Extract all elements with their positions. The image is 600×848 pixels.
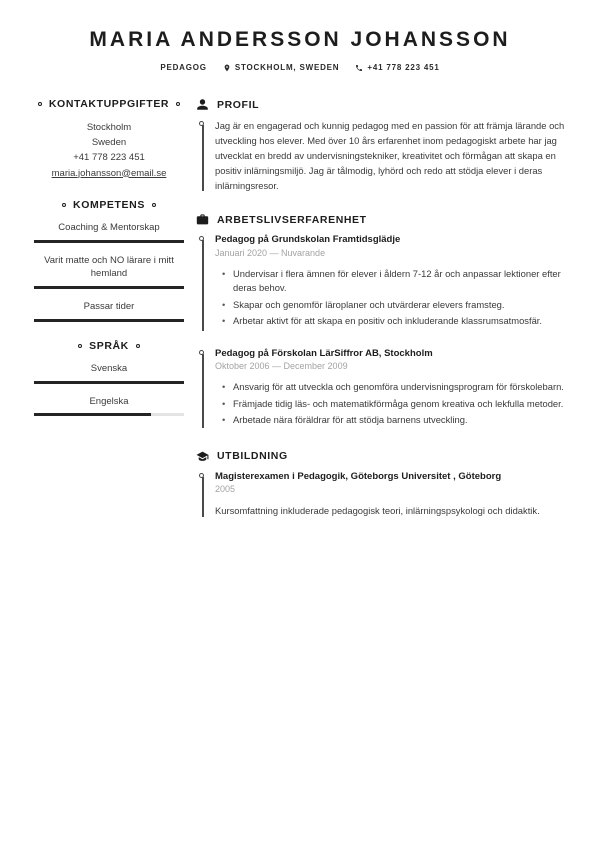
skills-section xyxy=(34,199,184,322)
job-date-range: Oktober 2006 — December 2009 xyxy=(215,361,348,372)
person-icon xyxy=(196,98,209,111)
job-bullet: • Arbetade nära föräldrar för att stödja barnens utveckling. xyxy=(222,413,566,428)
skills-section-title: KOMPETENS xyxy=(73,198,145,211)
timeline-dot-icon xyxy=(199,236,204,241)
timeline-gutter xyxy=(196,347,215,430)
experience-section-header xyxy=(196,213,566,226)
profile-section xyxy=(196,98,566,193)
ring-decoration-icon xyxy=(62,203,66,207)
contact-section-title: KONTAKTUPPGIFTER xyxy=(48,98,170,110)
education-entry-body xyxy=(215,470,566,519)
location-pin-icon xyxy=(223,64,231,72)
language-label: Svenska xyxy=(90,362,128,374)
experience-entry xyxy=(196,347,566,430)
job-title-line: Pedagog på Förskolan LärSiffror AB, Stockholm xyxy=(215,347,433,359)
job-bullet-list xyxy=(215,267,566,329)
skill-bar-fill xyxy=(34,319,184,322)
degree-title: Magisterexamen i Pedagogik, Göteborgs Universitet , Göteborg xyxy=(215,470,502,482)
job-bullet: • Skapar och genomför läroplaner och utvärderar elevers framsteg. xyxy=(222,298,566,313)
job-title-line: Pedagog på Grundskolan Framtidsglädje xyxy=(215,234,401,246)
name-heading: MARIA ANDERSSON JOHANSSON xyxy=(89,28,511,51)
job-bullet: • Undervisar i flera ämnen för elever i åldern 7-12 år och anpassar lektioner efter deras behov. xyxy=(222,267,566,296)
timeline-dot-icon xyxy=(199,473,204,478)
languages-section-title: SPRÅK xyxy=(89,339,129,352)
timeline-gutter xyxy=(196,233,215,331)
timeline-dot-icon xyxy=(199,121,204,126)
ring-decoration-icon xyxy=(176,102,180,106)
skill-label: Passar tider xyxy=(83,301,135,313)
degree-year: 2005 xyxy=(215,484,236,495)
resume-header xyxy=(34,28,566,72)
contact-country: Sweden xyxy=(91,137,127,149)
profile-text: Jag är en engagerad och kunnig pedagog med en passion för att främja lärande och utveckling hos elever. Med över 10 års erfarenhet inom pedagogiskt arbete har jag utvecklat en bredd av undervisningstekniker, kreativitet och förmågan att skapa en positiv inlärningsmiljö. Jag är tålmodig, lyhörd och redo att stödja elever i deras inlärningsresor. xyxy=(215,120,565,192)
ring-decoration-icon xyxy=(78,344,82,348)
job-bullet: • Ansvarig för att utveckla och genomföra undervisningsprogram för förskolebarn. xyxy=(222,380,566,395)
timeline-line xyxy=(202,125,204,191)
profile-entry xyxy=(196,118,566,193)
timeline-line xyxy=(202,240,204,331)
graduation-cap-icon xyxy=(196,450,209,463)
contact-details xyxy=(34,120,184,181)
skill-label: Coaching & Mentorskap xyxy=(58,221,160,233)
skill-item xyxy=(34,221,184,243)
location-text: STOCKHOLM, SWEDEN xyxy=(234,63,340,72)
education-section-title: UTBILDNING xyxy=(217,450,288,463)
education-section-header xyxy=(196,450,566,463)
timeline-dot-icon xyxy=(199,350,204,355)
languages-section xyxy=(34,340,184,417)
skill-bar-fill xyxy=(34,240,184,243)
content-columns xyxy=(34,98,566,539)
skill-item xyxy=(34,300,184,322)
experience-entry xyxy=(196,233,566,347)
experience-entry-body xyxy=(215,233,566,331)
briefcase-icon xyxy=(196,213,209,226)
email-link[interactable]: maria.johansson@email.se xyxy=(51,167,167,179)
ring-decoration-icon xyxy=(136,344,140,348)
timeline-line xyxy=(202,477,204,517)
language-bar xyxy=(34,381,184,384)
job-date-range: Januari 2020 — Nuvarande xyxy=(215,247,326,258)
language-bar xyxy=(34,413,184,416)
skill-bar xyxy=(34,286,184,289)
header-location xyxy=(223,63,340,72)
language-item xyxy=(34,395,184,417)
skill-bar-fill xyxy=(34,286,184,289)
job-bullet-list xyxy=(215,380,566,428)
experience-entry-body xyxy=(215,347,566,430)
timeline-gutter xyxy=(196,470,215,519)
ring-decoration-icon xyxy=(38,102,42,106)
language-bar-fill xyxy=(34,381,184,384)
timeline-gutter xyxy=(196,118,215,193)
contact-phone: +41 778 223 451 xyxy=(73,152,145,164)
education-entry xyxy=(196,470,566,519)
language-bar-fill xyxy=(34,413,151,416)
skill-item xyxy=(34,254,184,290)
experience-section xyxy=(196,213,566,430)
timeline-line xyxy=(202,354,204,428)
language-label: Engelska xyxy=(89,395,129,407)
main-column xyxy=(184,98,566,539)
header-phone xyxy=(355,63,439,72)
profile-section-title: PROFIL xyxy=(217,98,260,111)
header-meta-row xyxy=(34,63,566,72)
skill-bar xyxy=(34,240,184,243)
ring-decoration-icon xyxy=(152,203,156,207)
language-item xyxy=(34,362,184,384)
profile-section-header xyxy=(196,98,566,111)
job-title: PEDAGOG xyxy=(160,63,207,72)
contact-section xyxy=(34,98,184,181)
sidebar xyxy=(34,98,184,539)
job-bullet: • Arbetar aktivt för att skapa en positiv och inkluderande klassrumsatmosfär. xyxy=(222,314,566,329)
languages-section-header xyxy=(34,340,184,352)
contact-section-header xyxy=(34,98,184,110)
degree-description: Kursomfattning inkluderade pedagogisk teori, inlärningspsykologi och didaktik. xyxy=(215,505,540,517)
phone-icon xyxy=(355,64,363,72)
education-section xyxy=(196,450,566,519)
skill-bar xyxy=(34,319,184,322)
experience-section-title: ARBETSLIVSERFARENHET xyxy=(217,213,367,226)
job-bullet: • Främjade tidig läs- och matematikförmåga genom kreativa och lekfulla metoder. xyxy=(222,397,566,412)
phone-text: +41 778 223 451 xyxy=(367,63,440,72)
contact-city: Stockholm xyxy=(86,122,132,133)
skill-label: Varit matte och NO lärare i mitt hemland xyxy=(44,254,174,280)
skills-section-header xyxy=(34,199,184,211)
